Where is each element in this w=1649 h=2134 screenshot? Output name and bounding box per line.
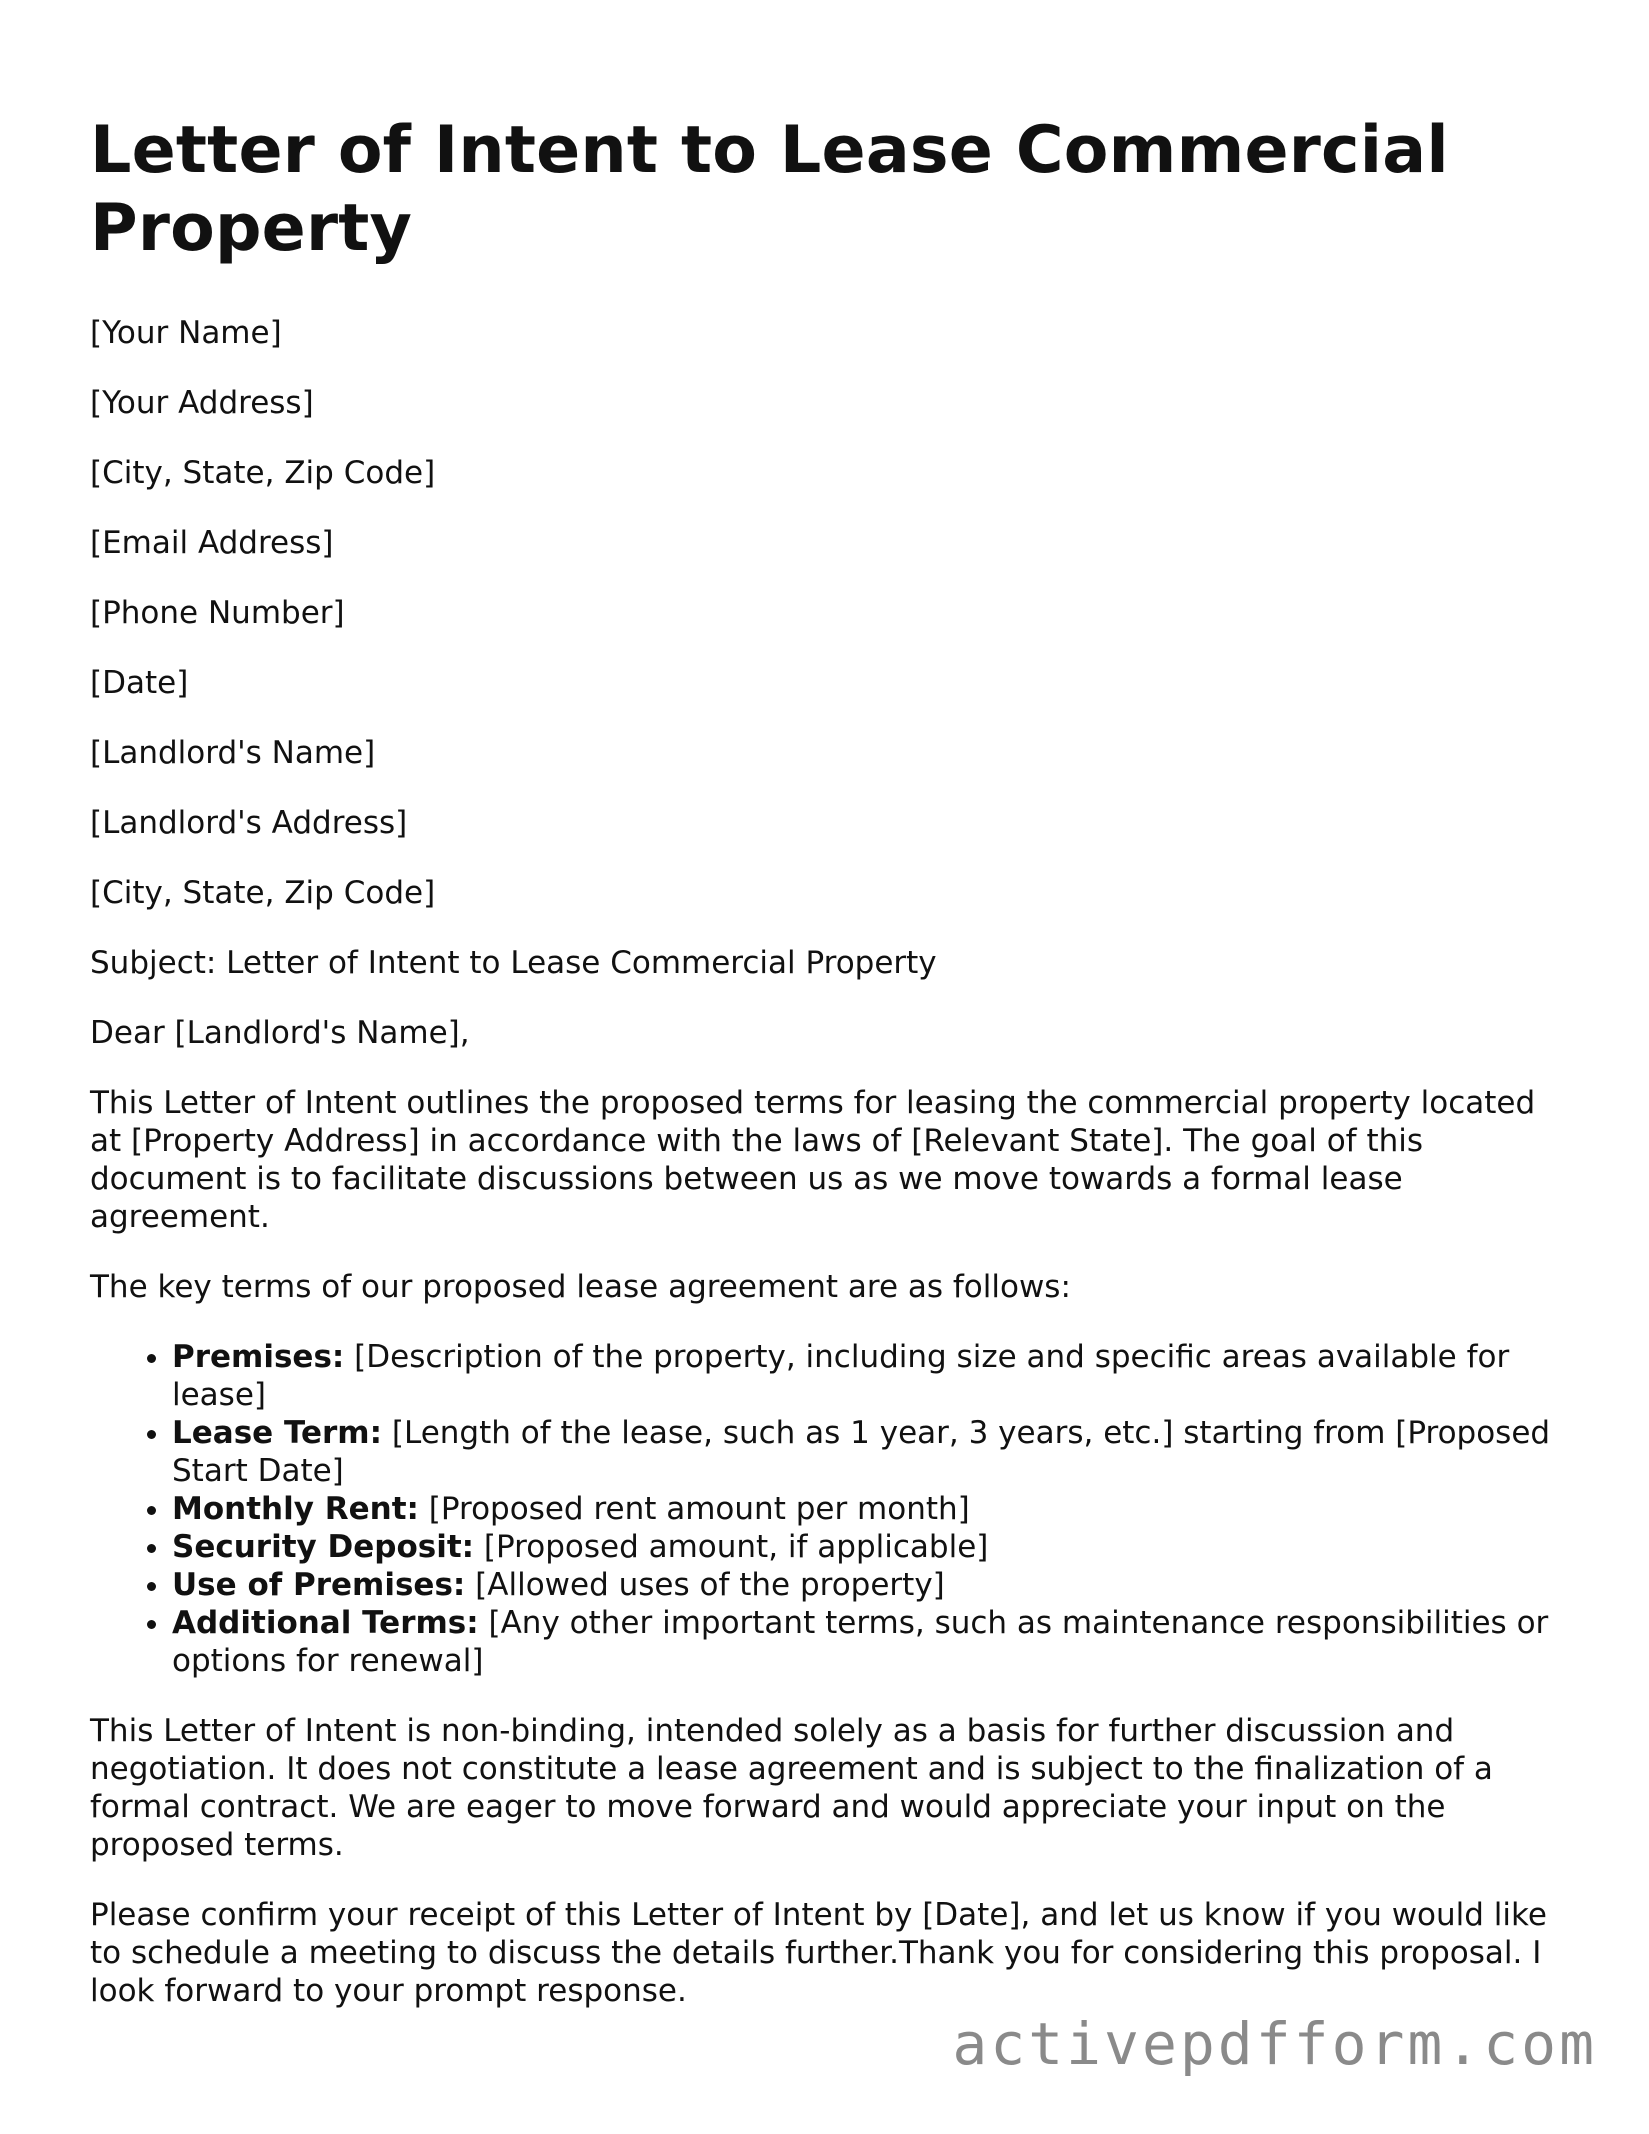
term-text: [Proposed rent amount per month] [418, 1491, 970, 1527]
list-item [172, 1338, 1560, 1414]
nonbinding-paragraph: This Letter of Intent is non-binding, intended solely as a basis for further discussion and negotiation. It does not constitute a lease agreement and is subject to the finalization of a formal contract. We are eager to move forward and would appreciate your input on the proposed terms. [90, 1713, 1493, 1863]
recipient-name: [Landlord's Name] [90, 735, 376, 771]
term-label: Monthly Rent: [172, 1491, 419, 1527]
term-text: [Length of the lease, such as 1 year, 3 years, etc.] starting from [Proposed Start Date] [172, 1415, 1551, 1489]
term-label: Use of Premises: [172, 1567, 466, 1603]
sender-city-state-zip: [City, State, Zip Code] [90, 455, 436, 491]
watermark-text: activepdfform.com [952, 2010, 1597, 2078]
term-label: Additional Terms: [172, 1605, 479, 1641]
document-title: Letter of Intent to Lease Commercial Property [90, 113, 1449, 266]
sender-name: [Your Name] [90, 315, 282, 351]
term-label: Security Deposit: [172, 1529, 475, 1565]
sender-phone: [Phone Number] [90, 595, 345, 631]
term-text: [Allowed uses of the property] [465, 1567, 945, 1603]
recipient-address: [Landlord's Address] [90, 805, 408, 841]
terms-list [90, 1338, 1560, 1680]
salutation: Dear [Landlord's Name], [90, 1015, 470, 1051]
terms-intro: The key terms of our proposed lease agreement are as follows: [90, 1269, 1071, 1305]
sender-email: [Email Address] [90, 525, 334, 561]
term-label: Lease Term: [172, 1415, 383, 1451]
sender-address: [Your Address] [90, 385, 314, 421]
term-text: [Proposed amount, if applicable] [474, 1529, 989, 1565]
term-text: [Description of the property, including size and specific areas available for lease] [172, 1339, 1510, 1413]
subject-line: Subject: Letter of Intent to Lease Commercial Property [90, 945, 937, 981]
list-item [172, 1566, 1560, 1604]
letter-page [90, 112, 1560, 2042]
list-item [172, 1490, 1560, 1528]
intro-paragraph: This Letter of Intent outlines the proposed terms for leasing the commercial property located at [Property Address] in accordance with the laws of [Relevant State]. The goal of this document is to facilitate discussions between us as we move towards a formal lease agreement. [90, 1085, 1536, 1235]
term-text: [Any other important terms, such as maintenance responsibilities or options for renewal] [172, 1605, 1549, 1679]
closing-paragraph: Please confirm your receipt of this Letter of Intent by [Date], and let us know if you would like to schedule a meeting to discuss the details further.Thank you for considering this proposal. I look forward to your prompt response. [90, 1897, 1547, 2009]
recipient-city-state-zip: [City, State, Zip Code] [90, 875, 436, 911]
term-label: Premises: [172, 1339, 345, 1375]
list-item [172, 1528, 1560, 1566]
list-item [172, 1604, 1560, 1680]
letter-date: [Date] [90, 665, 189, 701]
list-item [172, 1414, 1560, 1490]
